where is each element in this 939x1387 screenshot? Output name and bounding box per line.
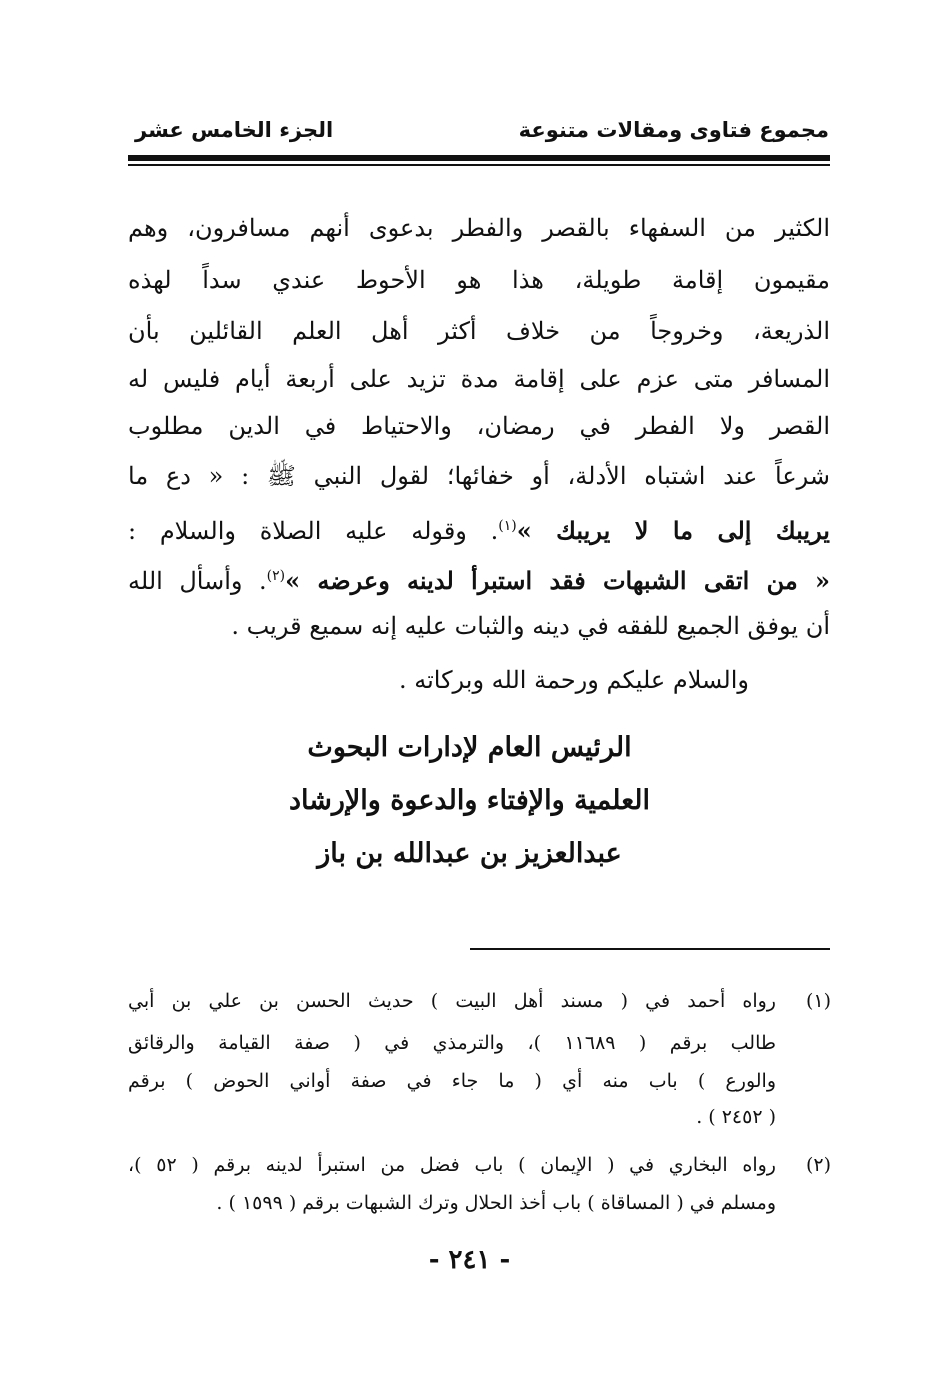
body-line-8 xyxy=(128,561,830,596)
footnote-1-line-4: ( ٢٤٥٢ ) . xyxy=(696,1106,776,1128)
running-header-volume: الجزء الخامس عشر xyxy=(135,118,334,142)
footnote-1-line-2: طالب برقم ( ١١٦٨٩ )، والترمذي في ( صفة القيامة والرقائق xyxy=(128,1032,776,1054)
body-line-4: المسافر متى عزم على إقامة مدة تزيد على أربعة أيام فليس له xyxy=(128,365,831,393)
signature-title-line-1: الرئيس العام لإدارات البحوث xyxy=(307,732,632,763)
hadith-quote-2: « من اتقى الشبهات فقد استبرأ لدينه وعرضه » xyxy=(285,566,831,595)
body-line-8-rest: . وأسأل الله xyxy=(128,567,267,595)
hadith-quote-1: يريبك إلى ما لا يريبك » xyxy=(516,516,830,545)
footnote-1-line-1: رواه أحمد في ( مسند أهل البيت ) حديث الحسن بن علي بن أبي xyxy=(128,990,776,1012)
footnote-1-number: (١) xyxy=(805,990,831,1012)
signature-name: عبدالعزيز بن عبدالله بن باز xyxy=(317,838,622,869)
body-line-1: الكثير من السفهاء بالقصر والفطر بدعوى أنهم مسافرون، وهم xyxy=(128,214,830,242)
footnote-2-line-1: رواه البخاري في ( الإيمان ) باب فضل من استبرأ لدينه برقم ( ٥٢ )، xyxy=(128,1154,776,1176)
body-line-5: القصر ولا الفطر في رمضان، والاحتياط في الدين مطلوب xyxy=(128,412,830,440)
body-line-2: مقيمون إقامة طويلة، هذا هو الأحوط عندي سداً لهذه xyxy=(128,266,830,294)
body-line-7-rest: . وقوله عليه الصلاة والسلام : xyxy=(128,517,499,545)
closing-salutation: والسلام عليكم ورحمة الله وبركاته . xyxy=(398,666,749,694)
body-line-6: شرعاً عند اشتباه الأدلة، أو خفائها؛ لقول النبي ﷺ : « دع ما xyxy=(128,462,830,490)
footnote-separator xyxy=(470,948,830,950)
body-line-3: الذريعة، وخروجاً من خلاف أكثر أهل العلم القائلين بأن xyxy=(128,317,830,345)
footnote-1-line-3: والورع ) باب منه أي ( ما جاء في صفة أواني الحوض ) برقم xyxy=(128,1070,776,1092)
body-line-7 xyxy=(128,511,830,546)
footnote-2-line-2: ومسلم في ( المساقاة ) باب أخذ الحلال وترك الشبهات برقم ( ١٥٩٩ ) . xyxy=(216,1192,776,1214)
footnote-ref-1: (١) xyxy=(498,518,517,534)
header-rule-thick xyxy=(128,155,830,161)
header-rule-thin xyxy=(128,164,830,166)
body-line-9: أن يوفق الجميع للفقه في دينه والثبات عليه إنه سميع قريب . xyxy=(231,612,830,640)
page-number: - ٢٤١ - xyxy=(428,1245,511,1275)
footnote-2-number: (٢) xyxy=(805,1154,831,1176)
signature-title-line-2: العلمية والإفتاء والدعوة والإرشاد xyxy=(288,785,651,816)
footnote-ref-2: (٢) xyxy=(266,568,286,584)
running-header-title: مجموع فتاوى ومقالات متنوعة xyxy=(518,118,829,142)
